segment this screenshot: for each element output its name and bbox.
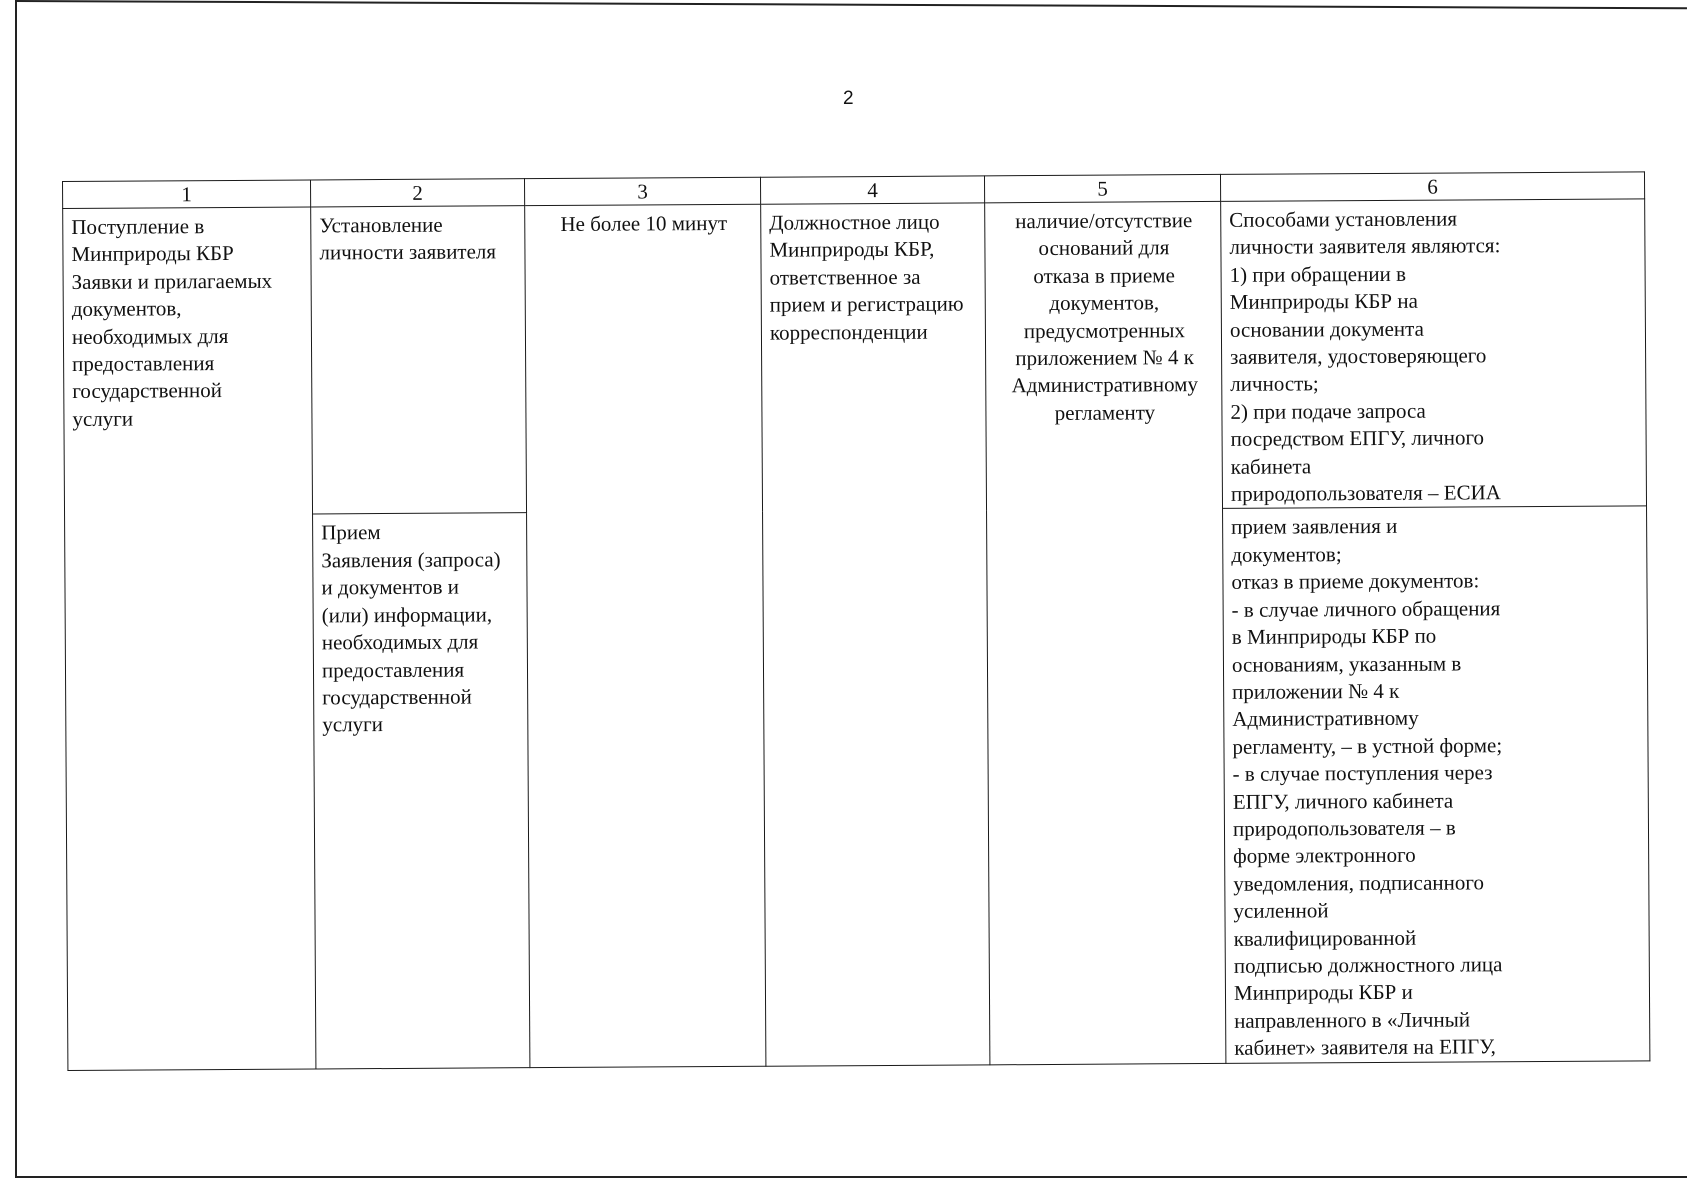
cell-line: Минприроды КБР bbox=[71, 241, 234, 267]
cell-line: Заявления (запроса) bbox=[321, 547, 501, 573]
cell-line: Заявки и прилагаемых bbox=[71, 268, 273, 294]
cell-line: природопользователя – ЕСИА bbox=[1230, 480, 1501, 506]
cell-line: Должностное лицо bbox=[769, 209, 940, 235]
cell-line: необходимых для bbox=[71, 323, 229, 349]
cell-line: отказ в приеме документов: bbox=[1231, 568, 1480, 595]
cell-line: государственной bbox=[72, 378, 223, 404]
cell-duration bbox=[525, 204, 766, 1067]
cell-line: приложением № 4 к bbox=[1015, 345, 1194, 371]
cell-line: кабинет» заявителя на ЕПГУ, bbox=[1234, 1034, 1496, 1061]
cell-line: документов; bbox=[1231, 542, 1342, 567]
cell-line: ответственное за bbox=[769, 264, 921, 290]
cell-line: в Минприроды КБР по bbox=[1231, 623, 1437, 649]
procedure-table-wrapper bbox=[62, 171, 1649, 1061]
cell-line: основаниям, указанным в bbox=[1231, 650, 1462, 677]
cell-line: форме электронного bbox=[1233, 843, 1416, 869]
cell-line: предоставления bbox=[72, 351, 215, 376]
cell-line: личности заявителя являются: bbox=[1229, 233, 1501, 260]
scan-border-bottom bbox=[15, 1176, 1687, 1178]
cell-line: услуги bbox=[72, 406, 134, 431]
cell-line: подписью должностного лица bbox=[1233, 952, 1503, 978]
cell-line: Административному bbox=[1232, 706, 1419, 732]
cell-line: направленного в «Личный bbox=[1234, 1007, 1471, 1033]
cell-line: корреспонденции bbox=[769, 319, 928, 345]
cell-line: и документов и bbox=[321, 574, 460, 600]
scan-border-left bbox=[15, 0, 17, 1178]
cell-line: документов, bbox=[1049, 290, 1160, 316]
cell-criteria bbox=[985, 201, 1226, 1064]
cell-line: государственной bbox=[322, 684, 472, 710]
cell-line: посредством ЕПГУ, личного bbox=[1230, 425, 1485, 452]
cell-line: регламенту, – в устной форме; bbox=[1232, 732, 1503, 759]
page-number: 2 bbox=[843, 88, 854, 109]
cell-result bbox=[1223, 506, 1650, 1063]
cell-line: услуги bbox=[322, 712, 384, 737]
cell-line: (или) информации, bbox=[321, 602, 493, 628]
cell-line: Административному bbox=[1011, 372, 1199, 398]
cell-line: уведомления, подписанного bbox=[1233, 870, 1484, 896]
cell-identity-methods bbox=[1221, 199, 1647, 509]
cell-line: 1) при обращении в bbox=[1229, 261, 1407, 287]
cell-line: Минприроды КБР, bbox=[769, 237, 935, 263]
cell-line: наличие/отсутствие bbox=[1015, 208, 1193, 234]
cell-line: Поступление в bbox=[71, 214, 205, 239]
cell-basis bbox=[63, 207, 316, 1070]
cell-line: - в случае поступления через bbox=[1232, 760, 1493, 786]
cell-line: отказа в приеме bbox=[1033, 263, 1175, 288]
cell-line: приложении № 4 к bbox=[1232, 678, 1400, 704]
header-cell-5: 5 bbox=[984, 174, 1220, 202]
cell-line: Прием bbox=[321, 520, 381, 545]
cell-line: необходимых для bbox=[321, 629, 479, 655]
cell-line: Минприроды КБР и bbox=[1233, 980, 1413, 1006]
cell-line: прием и регистрацию bbox=[769, 291, 964, 317]
cell-line: Минприроды КБР на bbox=[1229, 288, 1418, 315]
cell-line: Установление bbox=[319, 212, 443, 238]
cell-line: - в случае личного обращения bbox=[1231, 595, 1501, 622]
table-row bbox=[63, 199, 1647, 516]
header-cell-4: 4 bbox=[760, 176, 984, 204]
cell-line: предусмотренных bbox=[1023, 317, 1186, 343]
cell-line: Не более 10 минут bbox=[560, 210, 728, 236]
cell-line: предоставления bbox=[321, 657, 465, 682]
cell-line: регламенту bbox=[1054, 400, 1156, 425]
cell-identity-check bbox=[311, 206, 527, 515]
cell-line: кабинета bbox=[1230, 454, 1312, 479]
cell-line: 2) при подаче запроса bbox=[1230, 398, 1426, 424]
cell-line: квалифицированной bbox=[1233, 925, 1417, 951]
cell-line: заявителя, удостоверяющего bbox=[1230, 343, 1487, 369]
cell-line: усиленной bbox=[1233, 898, 1329, 924]
cell-line: природопользователя – в bbox=[1232, 815, 1456, 841]
cell-line: ЕПГУ, личного кабинета bbox=[1232, 788, 1454, 814]
header-cell-2: 2 bbox=[310, 179, 524, 207]
cell-line: личности заявителя bbox=[319, 239, 497, 265]
cell-line: основании документа bbox=[1229, 316, 1424, 342]
scan-border-top bbox=[15, 0, 1687, 9]
procedure-table bbox=[62, 171, 1650, 1070]
cell-line: оснований для bbox=[1038, 235, 1170, 261]
header-cell-1: 1 bbox=[63, 180, 311, 209]
cell-line: прием заявления и bbox=[1231, 514, 1398, 540]
header-cell-3: 3 bbox=[524, 177, 760, 205]
cell-responsible bbox=[761, 203, 990, 1066]
cell-line: личность; bbox=[1230, 371, 1319, 397]
cell-application-receipt bbox=[313, 513, 530, 1068]
header-cell-6: 6 bbox=[1220, 172, 1644, 202]
cell-line: Способами установления bbox=[1229, 206, 1458, 232]
cell-line: документов, bbox=[71, 296, 182, 322]
